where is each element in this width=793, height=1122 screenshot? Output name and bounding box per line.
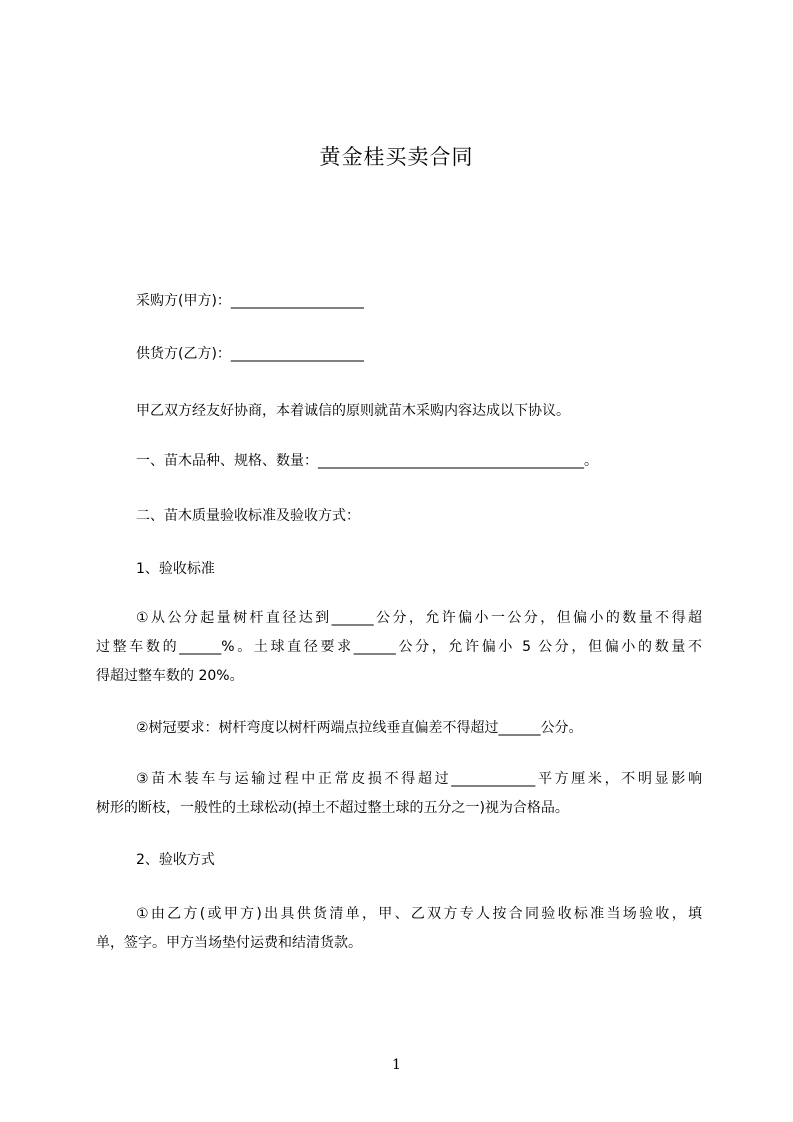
acceptance-item-2: ②树冠要求：树杆弯度以树杆两端点拉线垂直偏差不得超过______公分。 — [136, 720, 583, 736]
subsection-1-heading: 1、验收标准 — [136, 561, 215, 577]
buyer-line: 采购方(甲方)：___________________ — [136, 293, 364, 309]
acceptance-method-item-1 — [96, 900, 702, 958]
acceptance-item-1-line-2: 过整车数的______%。土球直径要求______公分，允许偏小 5 公分，但偏小的数量不 — [96, 639, 702, 655]
document-title: 黄金桂买卖合同 — [319, 145, 474, 169]
acceptance-method-item-1-line-2: 单，签字。甲方当场垫付运费和结清货款。 — [96, 935, 362, 951]
acceptance-item-1 — [96, 604, 702, 691]
subsection-2-heading: 2、验收方式 — [136, 852, 215, 868]
section-2-heading: 二、苗木质量验收标准及验收方式： — [136, 508, 360, 524]
acceptance-item-3 — [96, 765, 702, 823]
acceptance-item-3-line-1: ③苗木装车与运输过程中正常皮损不得超过____________平方厘米，不明显影响 — [136, 771, 702, 787]
section-1-heading: 一、苗木品种、规格、数量：______________________________________。 — [136, 453, 598, 469]
acceptance-item-3-line-2: 树形的断枝，一般性的土球松动(掉土不超过整土球的五分之一)视为合格品。 — [96, 800, 569, 816]
intro-paragraph: 甲乙双方经友好协商，本着诚信的原则就苗木采购内容达成以下协议。 — [136, 403, 570, 419]
page-number: 1 — [392, 1057, 401, 1073]
acceptance-item-1-line-3: 得超过整车数的 20%。 — [96, 668, 244, 684]
seller-line: 供货方(乙方)：___________________ — [136, 346, 364, 362]
acceptance-item-1-line-1: ①从公分起量树杆直径达到______公分，允许偏小一公分，但偏小的数量不得超 — [136, 610, 702, 626]
acceptance-method-item-1-line-1: ①由乙方(或甲方)出具供货清单，甲、乙双方专人按合同验收标准当场验收，填 — [136, 906, 702, 922]
